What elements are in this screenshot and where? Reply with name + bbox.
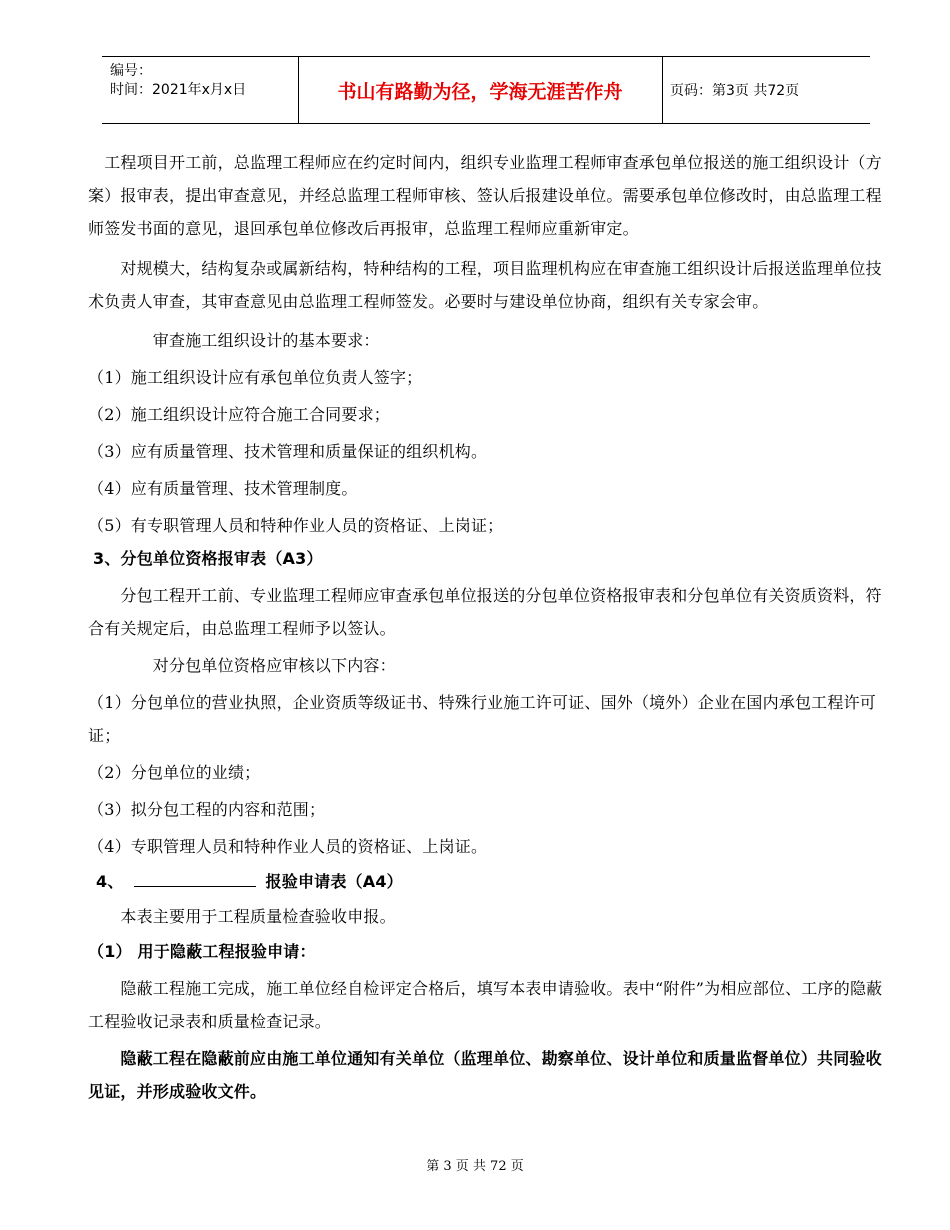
- page-header: [102, 56, 870, 124]
- list-item: （5）有专职管理人员和特种作业人员的资格证、上岗证；: [88, 516, 504, 535]
- page-footer: 第 3 页 共 72 页: [426, 1159, 524, 1174]
- list-item: （4）应有质量管理、技术管理制度。: [88, 479, 358, 498]
- header-page-info: 页码：第3页 共72页: [670, 83, 800, 99]
- section-number: 4、: [96, 872, 124, 891]
- paragraph: 审查施工组织设计的基本要求：: [88, 331, 380, 350]
- document-body: [88, 148, 884, 1108]
- section-heading: [88, 865, 884, 898]
- blank-underline: [134, 872, 256, 887]
- paragraph: 本表主要用于工程质量检查验收申报。: [88, 907, 396, 926]
- paragraph: 工程项目开工前，总监理工程师应在约定时间内，组织专业监理工程师审查承包单位报送的施工组织设计（方案）报审表，提出审查意见，并经总监理工程师审核、签认后报建设单位。需要承包单位修改时，由总监理工程师签发书面的意见，退回承包单位修改后再报审，总监理工程师应重新审定。: [88, 153, 882, 238]
- paragraph: 对分包单位资格应审核以下内容：: [88, 656, 396, 675]
- header-meta-cell: [102, 57, 299, 123]
- section-title: 报验申请表（A4）: [265, 872, 403, 891]
- code-label: 编号：: [110, 63, 152, 79]
- paragraph: 分包工程开工前、专业监理工程师应审查承包单位报送的分包单位资格报审表和分包单位有关资质资料，符合有关规定后，由总监理工程师予以签认。: [88, 586, 882, 638]
- section-heading: 3、分包单位资格报审表（A3）: [93, 549, 323, 568]
- header-motto: 书山有路勤为径，学海无涯苦作舟: [298, 57, 663, 123]
- list-item: （2）施工组织设计应符合施工合同要求；: [88, 405, 390, 424]
- paragraph-emphasis: 隐蔽工程在隐蔽前应由施工单位通知有关单位（监理单位、勘察单位、设计单位和质量监督单位）共同验收见证，并形成验收文件。: [88, 1049, 882, 1101]
- sub-heading: （1） 用于隐蔽工程报验申请：: [88, 942, 316, 961]
- list-item: （4）专职管理人员和特种作业人员的资格证、上岗证。: [88, 837, 488, 856]
- list-item: （2）分包单位的业绩；: [88, 763, 261, 782]
- list-item: （1）分包单位的营业执照，企业资质等级证书、特殊行业施工许可证、国外（境外）企业在国内承包工程许可证；: [88, 693, 876, 745]
- list-item: （3）应有质量管理、技术管理和质量保证的组织机构。: [88, 442, 488, 461]
- time-label: 时间：2021年x月x日: [110, 82, 247, 98]
- list-item: （3）拟分包工程的内容和范围；: [88, 800, 326, 819]
- paragraph: 对规模大，结构复杂或属新结构，特种结构的工程，项目监理机构应在审查施工组织设计后报送监理单位技术负责人审查，其审查意见由总监理工程师签发。必要时与建设单位协商，组织有关专家会审。: [88, 259, 882, 311]
- paragraph: 隐蔽工程施工完成，施工单位经自检评定合格后，填写本表申请验收。表中“附件”为相应部位、工序的隐蔽工程验收记录表和质量检查记录。: [88, 979, 883, 1031]
- list-item: （1）施工组织设计应有承包单位负责人签字；: [88, 368, 423, 387]
